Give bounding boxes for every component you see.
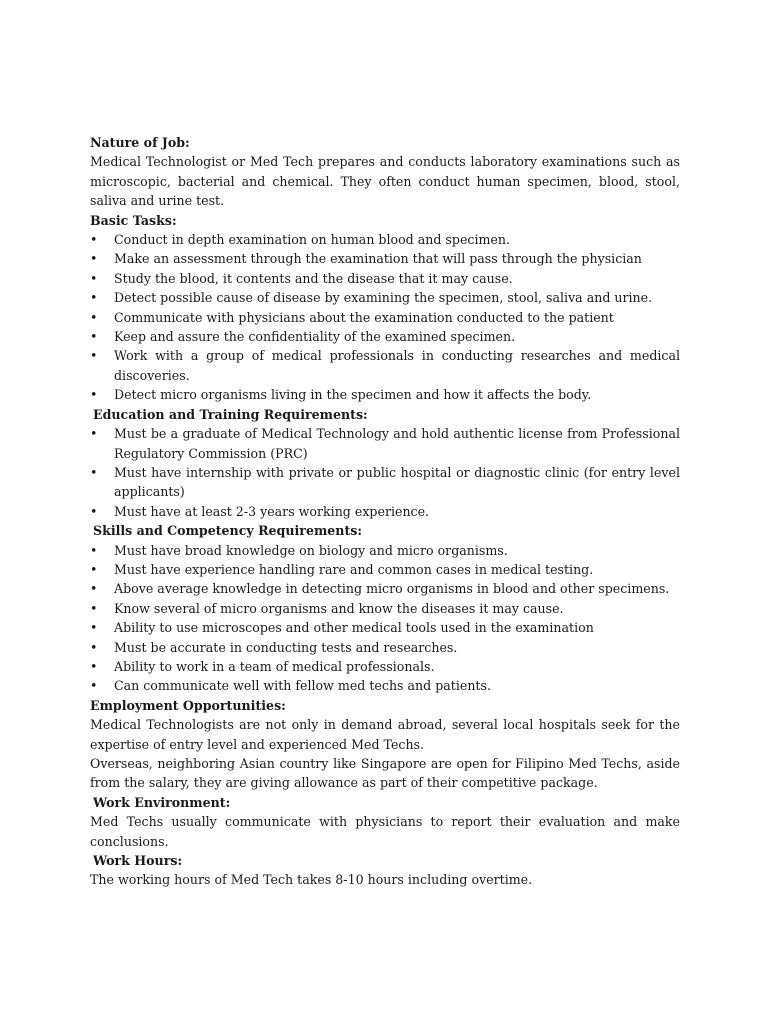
list-item	[90, 502, 680, 521]
list-item	[90, 385, 680, 404]
bullet-icon: •	[90, 678, 98, 694]
list-item-text: Must have internship with private or public hospital or diagnostic clinic (for entry level applicants)	[114, 464, 680, 500]
list-item-text: Make an assessment through the examination that will pass through the physician	[114, 251, 642, 267]
bullet-icon: •	[90, 658, 98, 674]
list-item	[90, 676, 680, 695]
list-item-text: Must have at least 2-3 years working experience.	[114, 503, 430, 519]
bullet-icon: •	[90, 251, 98, 267]
bullet-icon: •	[90, 503, 98, 519]
employment-heading: Employment Opportunities:	[90, 697, 286, 713]
list-item	[90, 327, 680, 346]
skills-list	[90, 541, 680, 696]
list-item	[90, 230, 680, 249]
bullet-icon: •	[90, 464, 98, 480]
employment-paragraph: Overseas, neighboring Asian country like Singapore are open for Filipino Med Techs, aside from the salary, they are giving allowance as part of their competitive package.	[90, 756, 680, 791]
work-hours-text: The working hours of Med Tech takes 8-10 hours including overtime.	[90, 872, 533, 888]
list-item-text: Above average knowledge in detecting micro organisms in blood and other specimens.	[114, 581, 670, 597]
list-item	[90, 308, 680, 327]
list-item-text: Detect micro organisms living in the specimen and how it affects the body.	[114, 387, 592, 403]
list-item-text: Must have experience handling rare and common cases in medical testing.	[114, 561, 594, 577]
list-item-text: Ability to work in a team of medical professionals.	[114, 658, 435, 674]
list-item	[90, 657, 680, 676]
bullet-icon: •	[90, 232, 98, 248]
list-item-text: Must have broad knowledge on biology and micro organisms.	[114, 542, 508, 558]
list-item-text: Must be accurate in conducting tests and researches.	[114, 639, 458, 655]
bullet-icon: •	[90, 290, 98, 306]
nature-of-job-heading: Nature of Job:	[90, 135, 190, 150]
list-item	[90, 541, 680, 560]
list-item	[90, 579, 680, 598]
work-environment-text: Med Techs usually communicate with physicians to report their evaluation and make conclusions.	[90, 814, 680, 849]
list-item-text: Study the blood, it contents and the disease that it may cause.	[114, 270, 513, 286]
list-item	[90, 638, 680, 657]
work-environment-heading: Work Environment:	[93, 794, 231, 810]
bullet-icon: •	[90, 581, 98, 597]
list-item	[90, 346, 680, 385]
bullet-icon: •	[90, 348, 98, 364]
bullet-icon: •	[90, 387, 98, 403]
bullet-icon: •	[90, 309, 98, 325]
basic-tasks-heading: Basic Tasks:	[90, 212, 177, 228]
list-item-text: Communicate with physicians about the examination conducted to the patient	[114, 309, 614, 325]
work-hours-heading: Work Hours:	[93, 853, 183, 869]
list-item-text: Ability to use microscopes and other medical tools used in the examination	[114, 620, 594, 636]
basic-tasks-list	[90, 230, 680, 405]
list-item-text: Conduct in depth examination on human blood and specimen.	[114, 232, 511, 248]
education-list	[90, 424, 680, 521]
list-item	[90, 424, 680, 463]
employment-paragraph: Medical Technologists are not only in demand abroad, several local hospitals seek for the expertise of entry level and experienced Med Techs.	[90, 717, 680, 752]
education-heading: Education and Training Requirements:	[93, 406, 368, 422]
bullet-icon: •	[90, 561, 98, 577]
list-item-text: Work with a group of medical professionals in conducting researches and medical discoveries.	[114, 348, 680, 383]
bullet-icon: •	[90, 542, 98, 558]
bullet-icon: •	[90, 270, 98, 286]
list-item	[90, 249, 680, 268]
list-item-text: Know several of micro organisms and know the diseases it may cause.	[114, 600, 564, 616]
bullet-icon: •	[90, 600, 98, 616]
list-item	[90, 288, 680, 307]
list-item-text: Detect possible cause of disease by examining the specimen, stool, saliva and urine.	[114, 290, 653, 306]
list-item-text: Keep and assure the confidentiality of the examined specimen.	[114, 329, 516, 345]
list-item	[90, 269, 680, 288]
bullet-icon: •	[90, 620, 98, 636]
bullet-icon: •	[90, 639, 98, 655]
list-item	[90, 560, 680, 579]
nature-of-job-text: Medical Technologist or Med Tech prepares and conducts laboratory examinations such as microscopic, bacterial and chemical. They often conduct human specimen, blood, stool, saliva and urine test.	[90, 154, 680, 209]
bullet-icon: •	[90, 329, 98, 345]
list-item	[90, 599, 680, 618]
list-item	[90, 463, 680, 502]
list-item-text: Must be a graduate of Medical Technology and hold authentic license from Professional Regulatory Commission (PRC)	[114, 426, 680, 461]
list-item	[90, 618, 680, 637]
skills-heading: Skills and Competency Requirements:	[93, 523, 363, 539]
list-item-text: Can communicate well with fellow med techs and patients.	[114, 678, 491, 694]
bullet-icon: •	[90, 426, 98, 442]
